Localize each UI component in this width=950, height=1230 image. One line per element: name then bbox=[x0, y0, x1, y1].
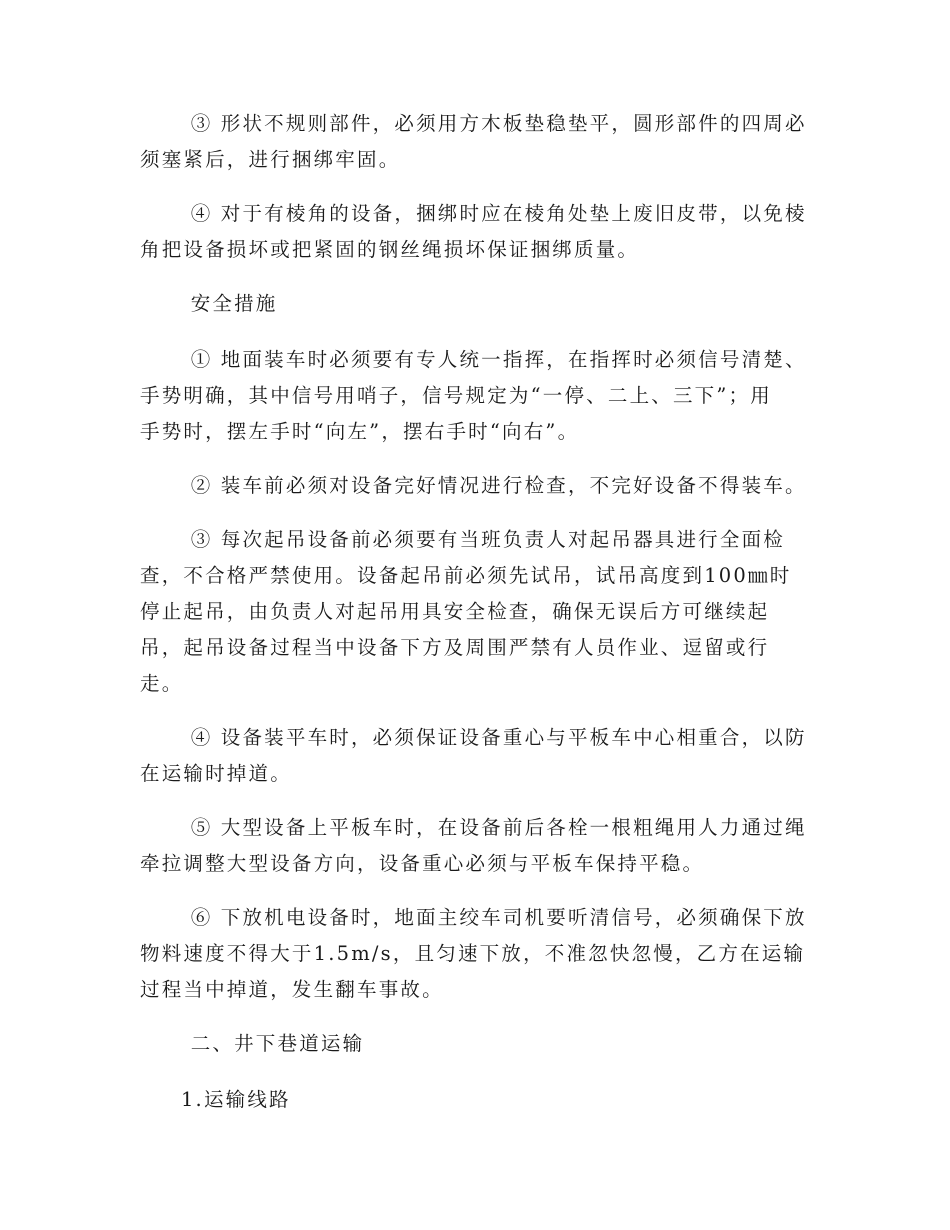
paragraph-safety-6-lowering-speed bbox=[140, 900, 810, 1008]
paragraph-line: 牵拉调整大型设备方向，设备重心必须与平板车保持平稳。 bbox=[140, 852, 705, 875]
paragraph-line: 停止起吊，由负责人对起吊用具安全检查，确保无误后方可继续起 bbox=[140, 600, 770, 623]
paragraph-line: ④ 设备装平车时，必须保证设备重心与平板车中心相重合，以防 bbox=[190, 726, 807, 749]
paragraph-line: 查，不合格严禁使用。设备起吊前必须先试吊，试吊高度到100㎜时 bbox=[140, 564, 792, 587]
paragraph-line: 须塞紧后，进行捆绑牢固。 bbox=[140, 148, 401, 171]
paragraph-safety-3-lifting-check bbox=[140, 522, 810, 702]
heading-text: 安全措施 bbox=[190, 292, 278, 315]
paragraph-line: 吊，起吊设备过程当中设备下方及周围严禁有人员作业、逗留或行 bbox=[140, 636, 770, 659]
paragraph-line: 走。 bbox=[140, 672, 184, 695]
paragraph-line: ⑥ 下放机电设备时，地面主绞车司机要听清信号，必须确保下放 bbox=[190, 906, 807, 929]
paragraph-line: ② 装车前必须对设备完好情况进行检查，不完好设备不得装车。 bbox=[190, 474, 807, 497]
paragraph-safety-1-ground-loading bbox=[140, 342, 810, 450]
paragraph-line: ⑤ 大型设备上平板车时，在设备前后各栓一根粗绳用人力通过绳 bbox=[190, 816, 807, 839]
paragraph-item-4-edged-equipment bbox=[140, 196, 810, 268]
paragraph-line: ① 地面装车时必须要有专人统一指挥，在指挥时必须信号清楚、 bbox=[190, 348, 807, 371]
document-page bbox=[140, 106, 810, 1136]
paragraph-line: ③ 每次起吊设备前必须要有当班负责人对起吊器具进行全面检 bbox=[190, 528, 785, 551]
paragraph-line: ③ 形状不规则部件，必须用方木板垫稳垫平，圆形部件的四周必 bbox=[190, 112, 807, 135]
paragraph-line: 过程当中掉道，发生翻车事故。 bbox=[140, 978, 444, 1001]
heading-text: 1.运输线路 bbox=[180, 1088, 291, 1111]
section-heading-safety-measures bbox=[140, 286, 810, 322]
section-heading-underground-transport bbox=[140, 1026, 810, 1062]
paragraph-line: 物料速度不得大于1.5m/s，且匀速下放，不准忽快忽慢，乙方在运输 bbox=[140, 942, 806, 965]
paragraph-line: ④ 对于有棱角的设备，捆绑时应在棱角处垫上废旧皮带，以免棱 bbox=[190, 202, 807, 225]
paragraph-line: 手势明确，其中信号用哨子，信号规定为“一停、二上、三下”；用 bbox=[140, 384, 772, 407]
paragraph-item-3-irregular-parts bbox=[140, 106, 810, 178]
paragraph-safety-2-pre-loading-check bbox=[140, 468, 810, 504]
paragraph-line: 手势时，摆左手时“向左”，摆右手时“向右”。 bbox=[140, 420, 580, 443]
paragraph-line: 在运输时掉道。 bbox=[140, 762, 292, 785]
paragraph-safety-4-center-of-gravity bbox=[140, 720, 810, 792]
paragraph-line: 角把设备损坏或把紧固的钢丝绳损坏保证捆绑质量。 bbox=[140, 238, 640, 261]
heading-text: 二、井下巷道运输 bbox=[190, 1032, 365, 1055]
subheading-transport-route bbox=[140, 1082, 810, 1118]
paragraph-safety-5-large-equipment bbox=[140, 810, 810, 882]
